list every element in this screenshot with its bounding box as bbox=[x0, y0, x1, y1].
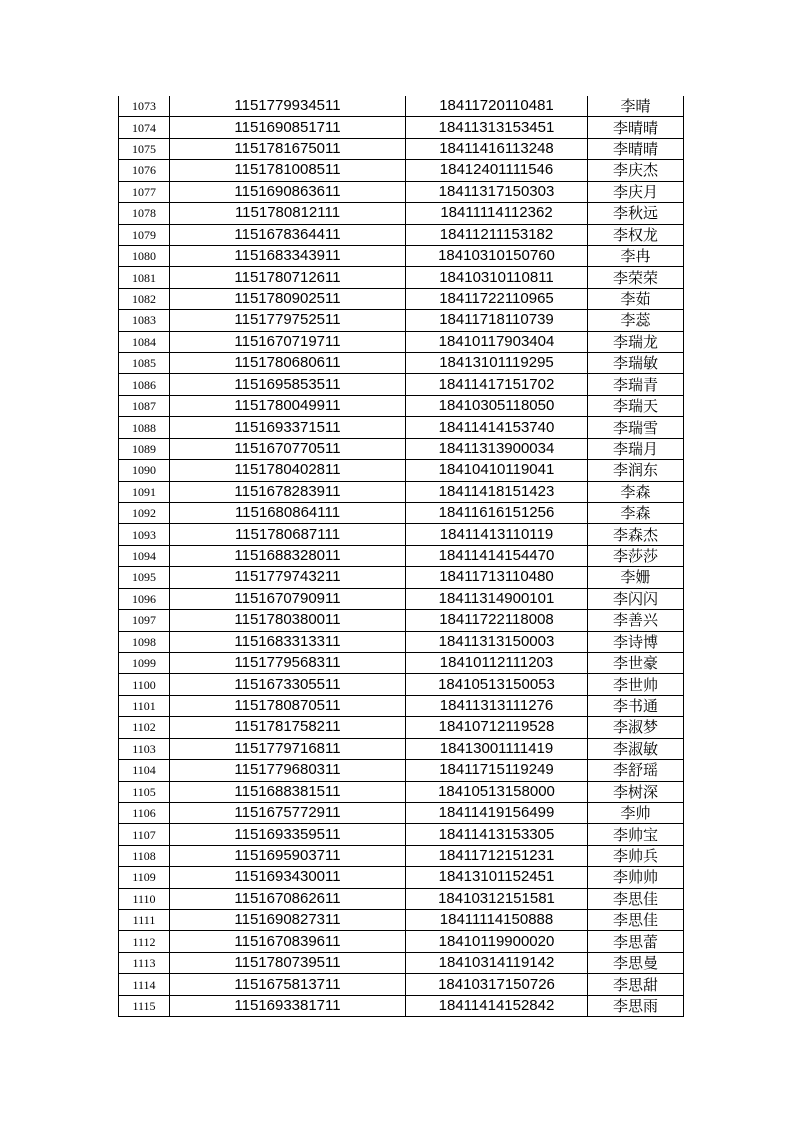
student-name-cell: 李瑞青 bbox=[588, 374, 684, 395]
table-row bbox=[119, 117, 684, 138]
id-number-cell: 1151779752511 bbox=[170, 310, 406, 331]
seq-cell: 1083 bbox=[119, 310, 170, 331]
id-number-cell: 1151693430011 bbox=[170, 867, 406, 888]
exam-ticket-cell: 18411722118008 bbox=[406, 610, 588, 631]
exam-ticket-cell: 18411720110481 bbox=[406, 96, 588, 117]
student-name-cell: 李森 bbox=[588, 503, 684, 524]
student-name-cell: 李树深 bbox=[588, 781, 684, 802]
student-name-cell: 李庆月 bbox=[588, 181, 684, 202]
id-number-cell: 1151780049911 bbox=[170, 395, 406, 416]
student-name-cell: 李莎莎 bbox=[588, 545, 684, 566]
student-name-cell: 李瑞龙 bbox=[588, 331, 684, 352]
seq-cell: 1115 bbox=[119, 995, 170, 1016]
seq-cell: 1084 bbox=[119, 331, 170, 352]
seq-cell: 1099 bbox=[119, 652, 170, 673]
seq-cell: 1082 bbox=[119, 288, 170, 309]
table-row bbox=[119, 931, 684, 952]
seq-cell: 1109 bbox=[119, 867, 170, 888]
seq-cell: 1092 bbox=[119, 503, 170, 524]
table-row bbox=[119, 631, 684, 652]
roster-table-body bbox=[119, 96, 684, 1017]
student-name-cell: 李世帅 bbox=[588, 674, 684, 695]
student-name-cell: 李思雨 bbox=[588, 995, 684, 1016]
table-row bbox=[119, 353, 684, 374]
id-number-cell: 1151780687111 bbox=[170, 524, 406, 545]
id-number-cell: 1151690851711 bbox=[170, 117, 406, 138]
seq-cell: 1093 bbox=[119, 524, 170, 545]
id-number-cell: 1151675813711 bbox=[170, 974, 406, 995]
id-number-cell: 1151779680311 bbox=[170, 760, 406, 781]
id-number-cell: 1151688381511 bbox=[170, 781, 406, 802]
table-row bbox=[119, 674, 684, 695]
exam-ticket-cell: 18413001111419 bbox=[406, 738, 588, 759]
seq-cell: 1097 bbox=[119, 610, 170, 631]
id-number-cell: 1151678283911 bbox=[170, 481, 406, 502]
seq-cell: 1076 bbox=[119, 160, 170, 181]
student-name-cell: 李思佳 bbox=[588, 910, 684, 931]
exam-ticket-cell: 18411313900034 bbox=[406, 438, 588, 459]
id-number-cell: 1151695853511 bbox=[170, 374, 406, 395]
table-row bbox=[119, 524, 684, 545]
exam-ticket-cell: 18411414154470 bbox=[406, 545, 588, 566]
exam-ticket-cell: 18411419156499 bbox=[406, 802, 588, 823]
seq-cell: 1103 bbox=[119, 738, 170, 759]
exam-ticket-cell: 18411418151423 bbox=[406, 481, 588, 502]
table-row bbox=[119, 738, 684, 759]
seq-cell: 1094 bbox=[119, 545, 170, 566]
id-number-cell: 1151695903711 bbox=[170, 845, 406, 866]
id-number-cell: 1151683343911 bbox=[170, 245, 406, 266]
seq-cell: 1073 bbox=[119, 96, 170, 117]
exam-ticket-cell: 18410513158000 bbox=[406, 781, 588, 802]
exam-ticket-cell: 18411414153740 bbox=[406, 417, 588, 438]
exam-ticket-cell: 18413101119295 bbox=[406, 353, 588, 374]
student-name-cell: 李森 bbox=[588, 481, 684, 502]
exam-ticket-cell: 18411413110119 bbox=[406, 524, 588, 545]
id-number-cell: 1151690827311 bbox=[170, 910, 406, 931]
exam-ticket-cell: 18411414152842 bbox=[406, 995, 588, 1016]
id-number-cell: 1151680864111 bbox=[170, 503, 406, 524]
id-number-cell: 1151780402811 bbox=[170, 460, 406, 481]
id-number-cell: 1151683313311 bbox=[170, 631, 406, 652]
student-name-cell: 李瑞月 bbox=[588, 438, 684, 459]
exam-ticket-cell: 18411313111276 bbox=[406, 695, 588, 716]
table-row bbox=[119, 888, 684, 909]
table-row bbox=[119, 652, 684, 673]
id-number-cell: 1151781008511 bbox=[170, 160, 406, 181]
seq-cell: 1101 bbox=[119, 695, 170, 716]
student-name-cell: 李淑梦 bbox=[588, 717, 684, 738]
exam-ticket-cell: 18410314119142 bbox=[406, 952, 588, 973]
table-row bbox=[119, 824, 684, 845]
id-number-cell: 1151780870511 bbox=[170, 695, 406, 716]
student-name-cell: 李书通 bbox=[588, 695, 684, 716]
table-row bbox=[119, 781, 684, 802]
student-name-cell: 李帅兵 bbox=[588, 845, 684, 866]
seq-cell: 1079 bbox=[119, 224, 170, 245]
table-row bbox=[119, 181, 684, 202]
exam-ticket-cell: 18411616151256 bbox=[406, 503, 588, 524]
seq-cell: 1088 bbox=[119, 417, 170, 438]
exam-ticket-cell: 18411416113248 bbox=[406, 138, 588, 159]
id-number-cell: 1151688328011 bbox=[170, 545, 406, 566]
student-name-cell: 李森杰 bbox=[588, 524, 684, 545]
table-row bbox=[119, 610, 684, 631]
student-name-cell: 李淑敏 bbox=[588, 738, 684, 759]
seq-cell: 1104 bbox=[119, 760, 170, 781]
id-number-cell: 1151780712611 bbox=[170, 267, 406, 288]
seq-cell: 1081 bbox=[119, 267, 170, 288]
table-row bbox=[119, 952, 684, 973]
table-row bbox=[119, 695, 684, 716]
student-name-cell: 李舒瑶 bbox=[588, 760, 684, 781]
table-row bbox=[119, 138, 684, 159]
student-name-cell: 李思佳 bbox=[588, 888, 684, 909]
exam-ticket-cell: 18410410119041 bbox=[406, 460, 588, 481]
id-number-cell: 1151779743211 bbox=[170, 567, 406, 588]
id-number-cell: 1151780680611 bbox=[170, 353, 406, 374]
id-number-cell: 1151779568311 bbox=[170, 652, 406, 673]
exam-ticket-cell: 18410119900020 bbox=[406, 931, 588, 952]
exam-ticket-cell: 18411413153305 bbox=[406, 824, 588, 845]
student-name-cell: 李权龙 bbox=[588, 224, 684, 245]
student-name-cell: 李晴晴 bbox=[588, 138, 684, 159]
seq-cell: 1077 bbox=[119, 181, 170, 202]
student-name-cell: 李冉 bbox=[588, 245, 684, 266]
id-number-cell: 1151690863611 bbox=[170, 181, 406, 202]
exam-ticket-cell: 18411713110480 bbox=[406, 567, 588, 588]
student-name-cell: 李善兴 bbox=[588, 610, 684, 631]
exam-ticket-cell: 18411317150303 bbox=[406, 181, 588, 202]
id-number-cell: 1151781758211 bbox=[170, 717, 406, 738]
seq-cell: 1085 bbox=[119, 353, 170, 374]
student-name-cell: 李帅 bbox=[588, 802, 684, 823]
seq-cell: 1100 bbox=[119, 674, 170, 695]
table-row bbox=[119, 203, 684, 224]
id-number-cell: 1151670719711 bbox=[170, 331, 406, 352]
table-row bbox=[119, 802, 684, 823]
student-name-cell: 李荣荣 bbox=[588, 267, 684, 288]
table-row bbox=[119, 503, 684, 524]
table-row bbox=[119, 331, 684, 352]
table-row bbox=[119, 96, 684, 117]
exam-ticket-cell: 18410310110811 bbox=[406, 267, 588, 288]
student-name-cell: 李庆杰 bbox=[588, 160, 684, 181]
table-row bbox=[119, 995, 684, 1016]
student-name-cell: 李茹 bbox=[588, 288, 684, 309]
table-row bbox=[119, 245, 684, 266]
table-row bbox=[119, 395, 684, 416]
seq-cell: 1110 bbox=[119, 888, 170, 909]
exam-ticket-cell: 18410712119528 bbox=[406, 717, 588, 738]
exam-ticket-cell: 18410117903404 bbox=[406, 331, 588, 352]
student-name-cell: 李姗 bbox=[588, 567, 684, 588]
id-number-cell: 1151678364411 bbox=[170, 224, 406, 245]
seq-cell: 1114 bbox=[119, 974, 170, 995]
seq-cell: 1105 bbox=[119, 781, 170, 802]
exam-ticket-cell: 18410305118050 bbox=[406, 395, 588, 416]
seq-cell: 1078 bbox=[119, 203, 170, 224]
exam-ticket-cell: 18410112111203 bbox=[406, 652, 588, 673]
seq-cell: 1087 bbox=[119, 395, 170, 416]
id-number-cell: 1151780812111 bbox=[170, 203, 406, 224]
seq-cell: 1074 bbox=[119, 117, 170, 138]
table-row bbox=[119, 267, 684, 288]
student-name-cell: 李润东 bbox=[588, 460, 684, 481]
id-number-cell: 1151693359511 bbox=[170, 824, 406, 845]
id-number-cell: 1151693371511 bbox=[170, 417, 406, 438]
exam-ticket-cell: 18411715119249 bbox=[406, 760, 588, 781]
table-row bbox=[119, 224, 684, 245]
id-number-cell: 1151781675011 bbox=[170, 138, 406, 159]
table-row bbox=[119, 910, 684, 931]
table-row bbox=[119, 974, 684, 995]
table-row bbox=[119, 438, 684, 459]
table-row bbox=[119, 481, 684, 502]
table-row bbox=[119, 760, 684, 781]
seq-cell: 1112 bbox=[119, 931, 170, 952]
id-number-cell: 1151673305511 bbox=[170, 674, 406, 695]
table-row bbox=[119, 288, 684, 309]
student-name-cell: 李帅帅 bbox=[588, 867, 684, 888]
exam-ticket-cell: 18411211153182 bbox=[406, 224, 588, 245]
seq-cell: 1096 bbox=[119, 588, 170, 609]
id-number-cell: 1151779934511 bbox=[170, 96, 406, 117]
student-name-cell: 李晴 bbox=[588, 96, 684, 117]
seq-cell: 1080 bbox=[119, 245, 170, 266]
id-number-cell: 1151780902511 bbox=[170, 288, 406, 309]
exam-ticket-cell: 18411313153451 bbox=[406, 117, 588, 138]
id-number-cell: 1151693381711 bbox=[170, 995, 406, 1016]
exam-ticket-cell: 18411314900101 bbox=[406, 588, 588, 609]
seq-cell: 1107 bbox=[119, 824, 170, 845]
exam-ticket-cell: 18411313150003 bbox=[406, 631, 588, 652]
seq-cell: 1075 bbox=[119, 138, 170, 159]
exam-ticket-cell: 18411722110965 bbox=[406, 288, 588, 309]
exam-ticket-cell: 18410312151581 bbox=[406, 888, 588, 909]
student-name-cell: 李瑞雪 bbox=[588, 417, 684, 438]
id-number-cell: 1151780739511 bbox=[170, 952, 406, 973]
exam-ticket-cell: 18411114150888 bbox=[406, 910, 588, 931]
table-row bbox=[119, 417, 684, 438]
exam-ticket-cell: 18411712151231 bbox=[406, 845, 588, 866]
seq-cell: 1089 bbox=[119, 438, 170, 459]
id-number-cell: 1151779716811 bbox=[170, 738, 406, 759]
table-row bbox=[119, 717, 684, 738]
exam-ticket-cell: 18411718110739 bbox=[406, 310, 588, 331]
table-row bbox=[119, 845, 684, 866]
table-row bbox=[119, 460, 684, 481]
id-number-cell: 1151675772911 bbox=[170, 802, 406, 823]
id-number-cell: 1151780380011 bbox=[170, 610, 406, 631]
student-name-cell: 李瑞敏 bbox=[588, 353, 684, 374]
seq-cell: 1086 bbox=[119, 374, 170, 395]
student-name-cell: 李瑞天 bbox=[588, 395, 684, 416]
table-row bbox=[119, 374, 684, 395]
exam-ticket-cell: 18410317150726 bbox=[406, 974, 588, 995]
student-name-cell: 李晴晴 bbox=[588, 117, 684, 138]
exam-ticket-cell: 18412401111546 bbox=[406, 160, 588, 181]
student-name-cell: 李思曼 bbox=[588, 952, 684, 973]
seq-cell: 1106 bbox=[119, 802, 170, 823]
seq-cell: 1111 bbox=[119, 910, 170, 931]
seq-cell: 1091 bbox=[119, 481, 170, 502]
seq-cell: 1095 bbox=[119, 567, 170, 588]
exam-ticket-cell: 18410513150053 bbox=[406, 674, 588, 695]
exam-ticket-cell: 18410310150760 bbox=[406, 245, 588, 266]
student-name-cell: 李思蕾 bbox=[588, 931, 684, 952]
seq-cell: 1102 bbox=[119, 717, 170, 738]
student-name-cell: 李思甜 bbox=[588, 974, 684, 995]
student-name-cell: 李世豪 bbox=[588, 652, 684, 673]
table-row bbox=[119, 160, 684, 181]
seq-cell: 1090 bbox=[119, 460, 170, 481]
id-number-cell: 1151670770511 bbox=[170, 438, 406, 459]
table-row bbox=[119, 588, 684, 609]
student-name-cell: 李诗博 bbox=[588, 631, 684, 652]
student-name-cell: 李蕊 bbox=[588, 310, 684, 331]
id-number-cell: 1151670862611 bbox=[170, 888, 406, 909]
exam-ticket-cell: 18413101152451 bbox=[406, 867, 588, 888]
id-number-cell: 1151670790911 bbox=[170, 588, 406, 609]
student-name-cell: 李帅宝 bbox=[588, 824, 684, 845]
exam-ticket-cell: 18411417151702 bbox=[406, 374, 588, 395]
table-row bbox=[119, 310, 684, 331]
exam-ticket-cell: 18411114112362 bbox=[406, 203, 588, 224]
student-name-cell: 李闪闪 bbox=[588, 588, 684, 609]
table-row bbox=[119, 567, 684, 588]
student-roster-table bbox=[118, 96, 684, 1017]
id-number-cell: 1151670839611 bbox=[170, 931, 406, 952]
seq-cell: 1113 bbox=[119, 952, 170, 973]
table-row bbox=[119, 545, 684, 566]
student-name-cell: 李秋远 bbox=[588, 203, 684, 224]
seq-cell: 1108 bbox=[119, 845, 170, 866]
table-row bbox=[119, 867, 684, 888]
seq-cell: 1098 bbox=[119, 631, 170, 652]
